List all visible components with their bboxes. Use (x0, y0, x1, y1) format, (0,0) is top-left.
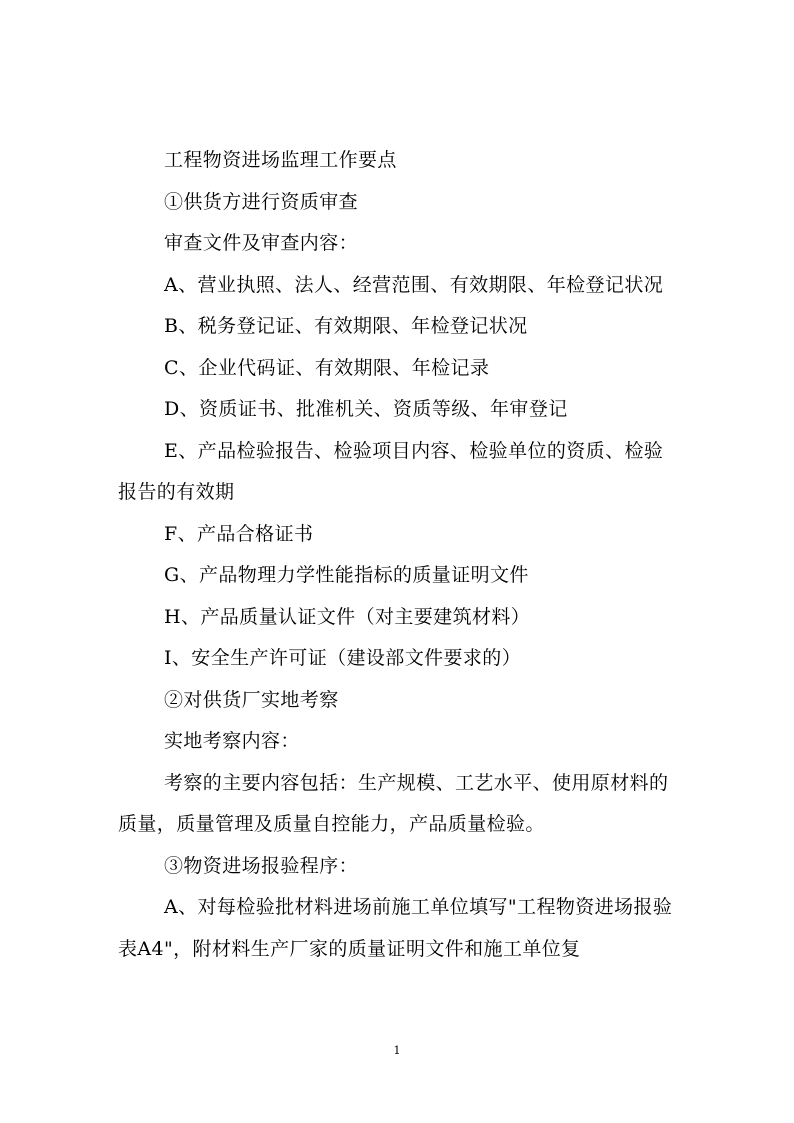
paragraph-item-g-quality-documents: G、产品物理力学性能指标的质量证明文件 (164, 564, 529, 586)
paragraph-material-entry-procedure: ③物资进场报验程序： (164, 854, 359, 877)
paragraph-item-h-quality-certification: H、产品质量认证文件（对主要建筑材料） (164, 605, 531, 628)
paragraph-item-d-qualification-certificate: D、资质证书、批准机关、资质等级、年审登记 (164, 398, 568, 420)
paragraph-inspection-details: 考察的主要内容包括：生产规模、工艺水平、使用原材料的质量，质量管理及质量自控能力，产品质量检验。 (118, 771, 669, 835)
paragraph-site-inspection-content: 实地考察内容： (164, 730, 300, 752)
document-body (118, 140, 680, 970)
paragraph-item-a-business-license: A、营业执照、法人、经营范围、有效期限、年检登记状况 (164, 273, 664, 296)
page-number: 1 (393, 1044, 401, 1057)
paragraph-supplier-qualification-review: ①供货方进行资质审查 (164, 190, 359, 213)
paragraph-item-f-conformity-certificate: F、产品合格证书 (164, 522, 314, 545)
paragraph-item-c-enterprise-code: C、企业代码证、有效期限、年检记录 (164, 356, 490, 379)
paragraph-item-e-inspection-report: E、产品检验报告、检验项目内容、检验单位的资质、检验报告的有效期 (118, 439, 664, 503)
paragraph-item-b-tax-registration: B、税务登记证、有效期限、年检登记状况 (164, 315, 528, 337)
paragraph-site-inspection: ②对供货厂实地考察 (164, 688, 339, 711)
paragraph-procedure-item-a: A、对每检验批材料进场前施工单位填写"工程物资进场报验表A4"，附材料生产厂家的质量证明文件和施工单位复 (118, 896, 673, 960)
paragraph-review-documents: 审查文件及审查内容： (164, 232, 359, 254)
document-title: 工程物资进场监理工作要点 (164, 149, 397, 171)
paragraph-item-i-safety-license: I、安全生产许可证（建设部文件要求的） (164, 647, 522, 669)
